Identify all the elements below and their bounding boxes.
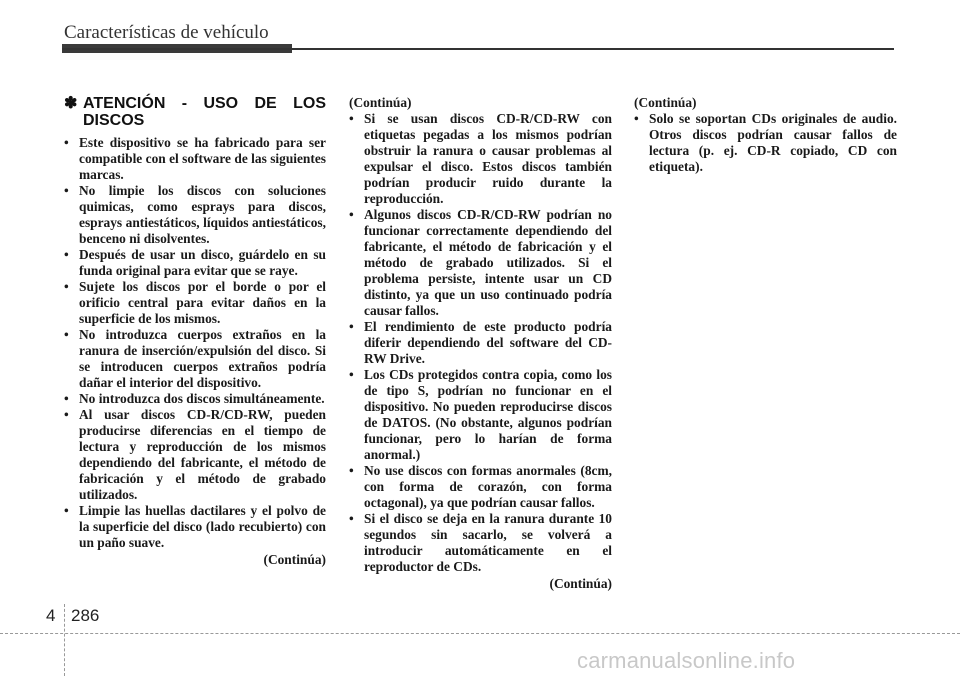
list-item (349, 367, 612, 463)
continued-note-top: (Continúa) (349, 95, 412, 110)
section-title-text: ATENCIÓN - USO DE LOS DISCOS (83, 95, 326, 129)
list-item (64, 279, 326, 327)
column-3 (634, 95, 897, 175)
bullet-icon: • (349, 463, 354, 478)
bullet-list (64, 135, 326, 551)
footer-vertical-divider (64, 604, 65, 676)
list-item (349, 111, 612, 207)
bullet-icon: • (349, 367, 354, 382)
continued-note: (Continúa) (263, 552, 326, 567)
bullet-icon: • (64, 279, 69, 294)
column-1 (64, 95, 326, 568)
list-item-text: Después de usar un disco, guárdelo en su funda original para evitar que se raye. (79, 247, 326, 278)
list-item-text: Si el disco se deja en la ranura durante 10 segundos sin sacarlo, se volverá a introducir automáticamente en el reproductor de CDs. (364, 511, 612, 574)
asterisk-icon: ✽ (64, 95, 78, 112)
list-item (349, 463, 612, 511)
list-item-text: Al usar discos CD-R/CD-RW, pueden producirse diferencias en el tiempo de lectura y reproducción de los mismos dependiendo del fabricante, el método de fabricación y el método de grabado utilizados. (79, 407, 326, 502)
continued-note-top: (Continúa) (634, 95, 697, 110)
column-2 (349, 95, 612, 592)
continued-note: (Continúa) (549, 576, 612, 591)
section-title (64, 95, 326, 129)
bullet-icon: • (64, 503, 69, 518)
list-item (349, 511, 612, 575)
bullet-icon: • (64, 247, 69, 262)
bullet-icon: • (349, 207, 354, 222)
bullet-icon: • (64, 407, 69, 422)
bullet-list (349, 111, 612, 575)
list-item (349, 207, 612, 319)
list-item-text: No introduzca cuerpos extraños en la ranura de inserción/expulsión del disco. Si se introducen cuerpos extraños podría dañar el interior del dispositivo. (79, 327, 326, 390)
bullet-icon: • (634, 111, 639, 126)
list-item-text: Algunos discos CD-R/CD-RW podrían no funcionar correctamente dependiendo del fabricante, el método de fabricación y el método de grabado utilizados. Si el problema persiste, intente usar un CD distinto, ya que un uso continuado podría causar fallos. (364, 207, 612, 318)
list-item-text: Este dispositivo se ha fabricado para ser compatible con el software de las siguientes marcas. (79, 135, 326, 182)
section-number: 4 (46, 606, 56, 625)
list-item-text: El rendimiento de este producto podría diferir dependiendo del software del CD-RW Drive. (364, 319, 612, 366)
header-divider (62, 48, 894, 50)
list-item (634, 111, 897, 175)
bullet-icon: • (349, 111, 354, 126)
bullet-icon: • (64, 391, 69, 406)
footer-divider (0, 633, 960, 634)
list-item-text: Solo se soportan CDs originales de audio. Otros discos podrían causar fallos de lectura (p. ej. CD-R copiado, CD con etiqueta). (649, 111, 897, 174)
bullet-icon: • (349, 511, 354, 526)
list-item (64, 247, 326, 279)
list-item (349, 319, 612, 367)
list-item-text: No use discos con formas anormales (8cm, con forma de corazón, con forma octagonal), ya que podrían causar fallos. (364, 463, 612, 510)
bullet-icon: • (64, 327, 69, 342)
list-item (64, 503, 326, 551)
list-item (64, 183, 326, 247)
bullet-icon: • (349, 319, 354, 334)
list-item-text: Limpie las huellas dactilares y el polvo de la superficie del disco (lado recubierto) con un paño suave. (79, 503, 326, 550)
bullet-icon: • (64, 183, 69, 198)
page-number: 286 (71, 606, 100, 625)
list-item (64, 407, 326, 503)
list-item-text: No introduzca dos discos simultáneamente. (79, 391, 325, 406)
list-item-text: No limpie los discos con soluciones quimicas, como esprays para discos, esprays antiestáticos, líquidos antiestáticos, benceno ni disolventes. (79, 183, 326, 246)
list-item (64, 391, 326, 407)
page-header-title: Características de vehículo (64, 22, 269, 43)
bullet-icon: • (64, 135, 69, 150)
list-item (64, 135, 326, 183)
bullet-list (634, 111, 897, 175)
list-item-text: Sujete los discos por el borde o por el orificio central para evitar daños en la superficie de los mismos. (79, 279, 326, 326)
list-item (64, 327, 326, 391)
list-item-text: Si se usan discos CD-R/CD-RW con etiquetas pegadas a los mismos podrían obstruir la ranura o causar problemas al expulsar el disco. Estos discos también podrían producir ruido durante la reproducción. (364, 111, 612, 206)
list-item-text: Los CDs protegidos contra copia, como los de tipo S, podrían no funcionar en el dispositivo. No pueden reproducirse discos de DATOS. (No obstante, algunos podrían funcionar, pero lo harían de forma anormal.) (364, 367, 612, 462)
watermark: carmanualsonline.info (577, 648, 796, 673)
